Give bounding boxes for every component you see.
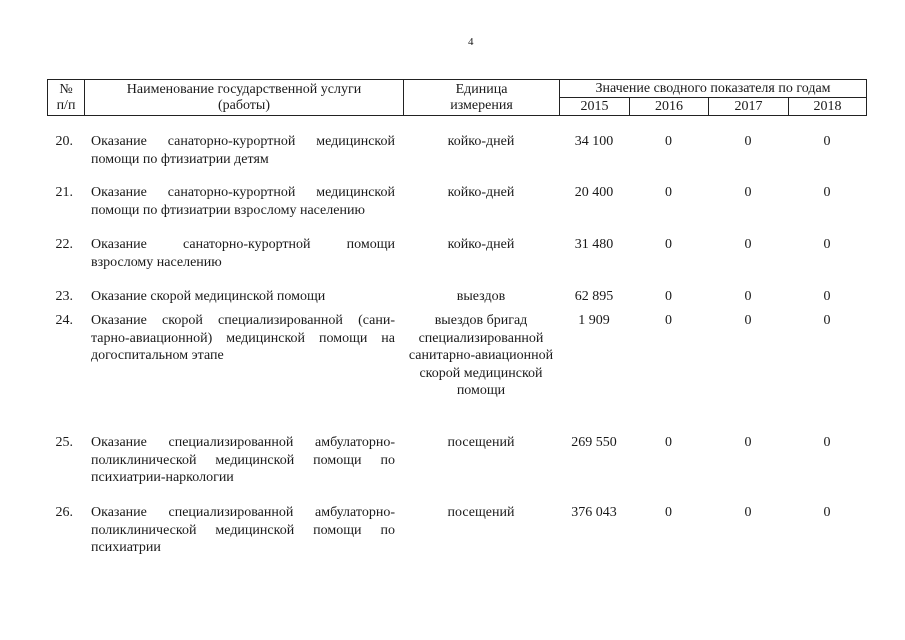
- header-service-name: [85, 80, 404, 116]
- header-unit: [404, 80, 560, 116]
- value-2017: 0: [744, 289, 752, 304]
- service-name: Оказание специализированной амбулаторно-поликлинической медицинской помощи по психиатрии-наркологии: [91, 435, 395, 485]
- value-2016: 0: [665, 185, 672, 200]
- value-2017: 0: [744, 185, 752, 200]
- value-2016: 0: [665, 289, 672, 304]
- header-number-line1: №: [59, 81, 73, 97]
- header-unit-line1: Единица: [455, 81, 508, 97]
- value-2018: 0: [823, 435, 831, 450]
- value-2015: 20 400: [574, 185, 614, 200]
- value-2015: 269 550: [571, 435, 617, 450]
- value-2015: 62 895: [574, 289, 614, 304]
- unit-cell: койко-дней: [447, 134, 515, 149]
- value-2015: 31 480: [574, 237, 614, 252]
- service-name: Оказание специализированной амбулаторно-поликлинической медицинской помощи по психиатрии: [91, 505, 395, 555]
- value-2016: 0: [665, 237, 672, 252]
- page-number: 4: [468, 36, 474, 48]
- header-year-2015: 2015: [560, 98, 630, 116]
- row-number: 20.: [55, 134, 73, 149]
- header-number-line2: п/п: [56, 97, 76, 113]
- unit-cell: посещений: [447, 435, 515, 450]
- header-unit-line2: измерения: [450, 97, 513, 113]
- value-2015: 1 909: [578, 313, 610, 328]
- unit-cell: выездов: [456, 289, 506, 304]
- value-2018: 0: [823, 237, 831, 252]
- row-number: 25.: [55, 435, 73, 450]
- header-year-2016: 2016: [630, 98, 709, 116]
- unit-cell: койко-дней: [447, 237, 515, 252]
- unit-cell: посещений: [447, 505, 515, 520]
- value-2018: 0: [823, 313, 831, 328]
- row-number: 21.: [55, 185, 73, 200]
- header-year-2017: 2017: [709, 98, 789, 116]
- service-name: Оказание санаторно-курортной медицинской помощи по фтизиатрии детям: [91, 134, 395, 167]
- header-year-2018: 2018: [789, 98, 867, 116]
- value-2018: 0: [823, 134, 831, 149]
- value-2018: 0: [823, 185, 831, 200]
- value-2015: 376 043: [571, 505, 617, 520]
- value-2016: 0: [665, 435, 672, 450]
- row-number: 24.: [55, 313, 73, 328]
- row-number: 26.: [55, 505, 73, 520]
- value-2016: 0: [665, 313, 672, 328]
- value-2017: 0: [744, 313, 752, 328]
- table-header: [47, 79, 867, 116]
- service-name: Оказание скорой специализированной (сани-тарно-авиационной) медицинской помощи на догоспитальном этапе: [91, 313, 395, 363]
- value-2017: 0: [744, 134, 752, 149]
- value-2017: 0: [744, 435, 752, 450]
- header-value-title: Значение сводного показателя по годам: [560, 80, 867, 98]
- unit-cell: выездов бригад специализированной санитарно-авиационной скорой медицинской помощи: [408, 313, 554, 398]
- value-2018: 0: [823, 289, 831, 304]
- service-name: Оказание санаторно-курортной медицинской помощи по фтизиатрии взрослому населению: [91, 185, 395, 218]
- value-2016: 0: [665, 505, 672, 520]
- value-2017: 0: [744, 237, 752, 252]
- row-number: 23.: [55, 289, 73, 304]
- value-2016: 0: [665, 134, 672, 149]
- value-2015: 34 100: [574, 134, 614, 149]
- header-number: [48, 80, 85, 116]
- service-name: Оказание санаторно-курортной помощи взрослому населению: [91, 237, 395, 270]
- row-number: 22.: [55, 237, 73, 252]
- value-2018: 0: [823, 505, 831, 520]
- unit-cell: койко-дней: [447, 185, 515, 200]
- service-name: Оказание скорой медицинской помощи: [91, 289, 326, 304]
- value-2017: 0: [744, 505, 752, 520]
- header-name-line1: Наименование государственной услуги: [126, 81, 362, 97]
- header-name-line2: (работы): [217, 97, 270, 113]
